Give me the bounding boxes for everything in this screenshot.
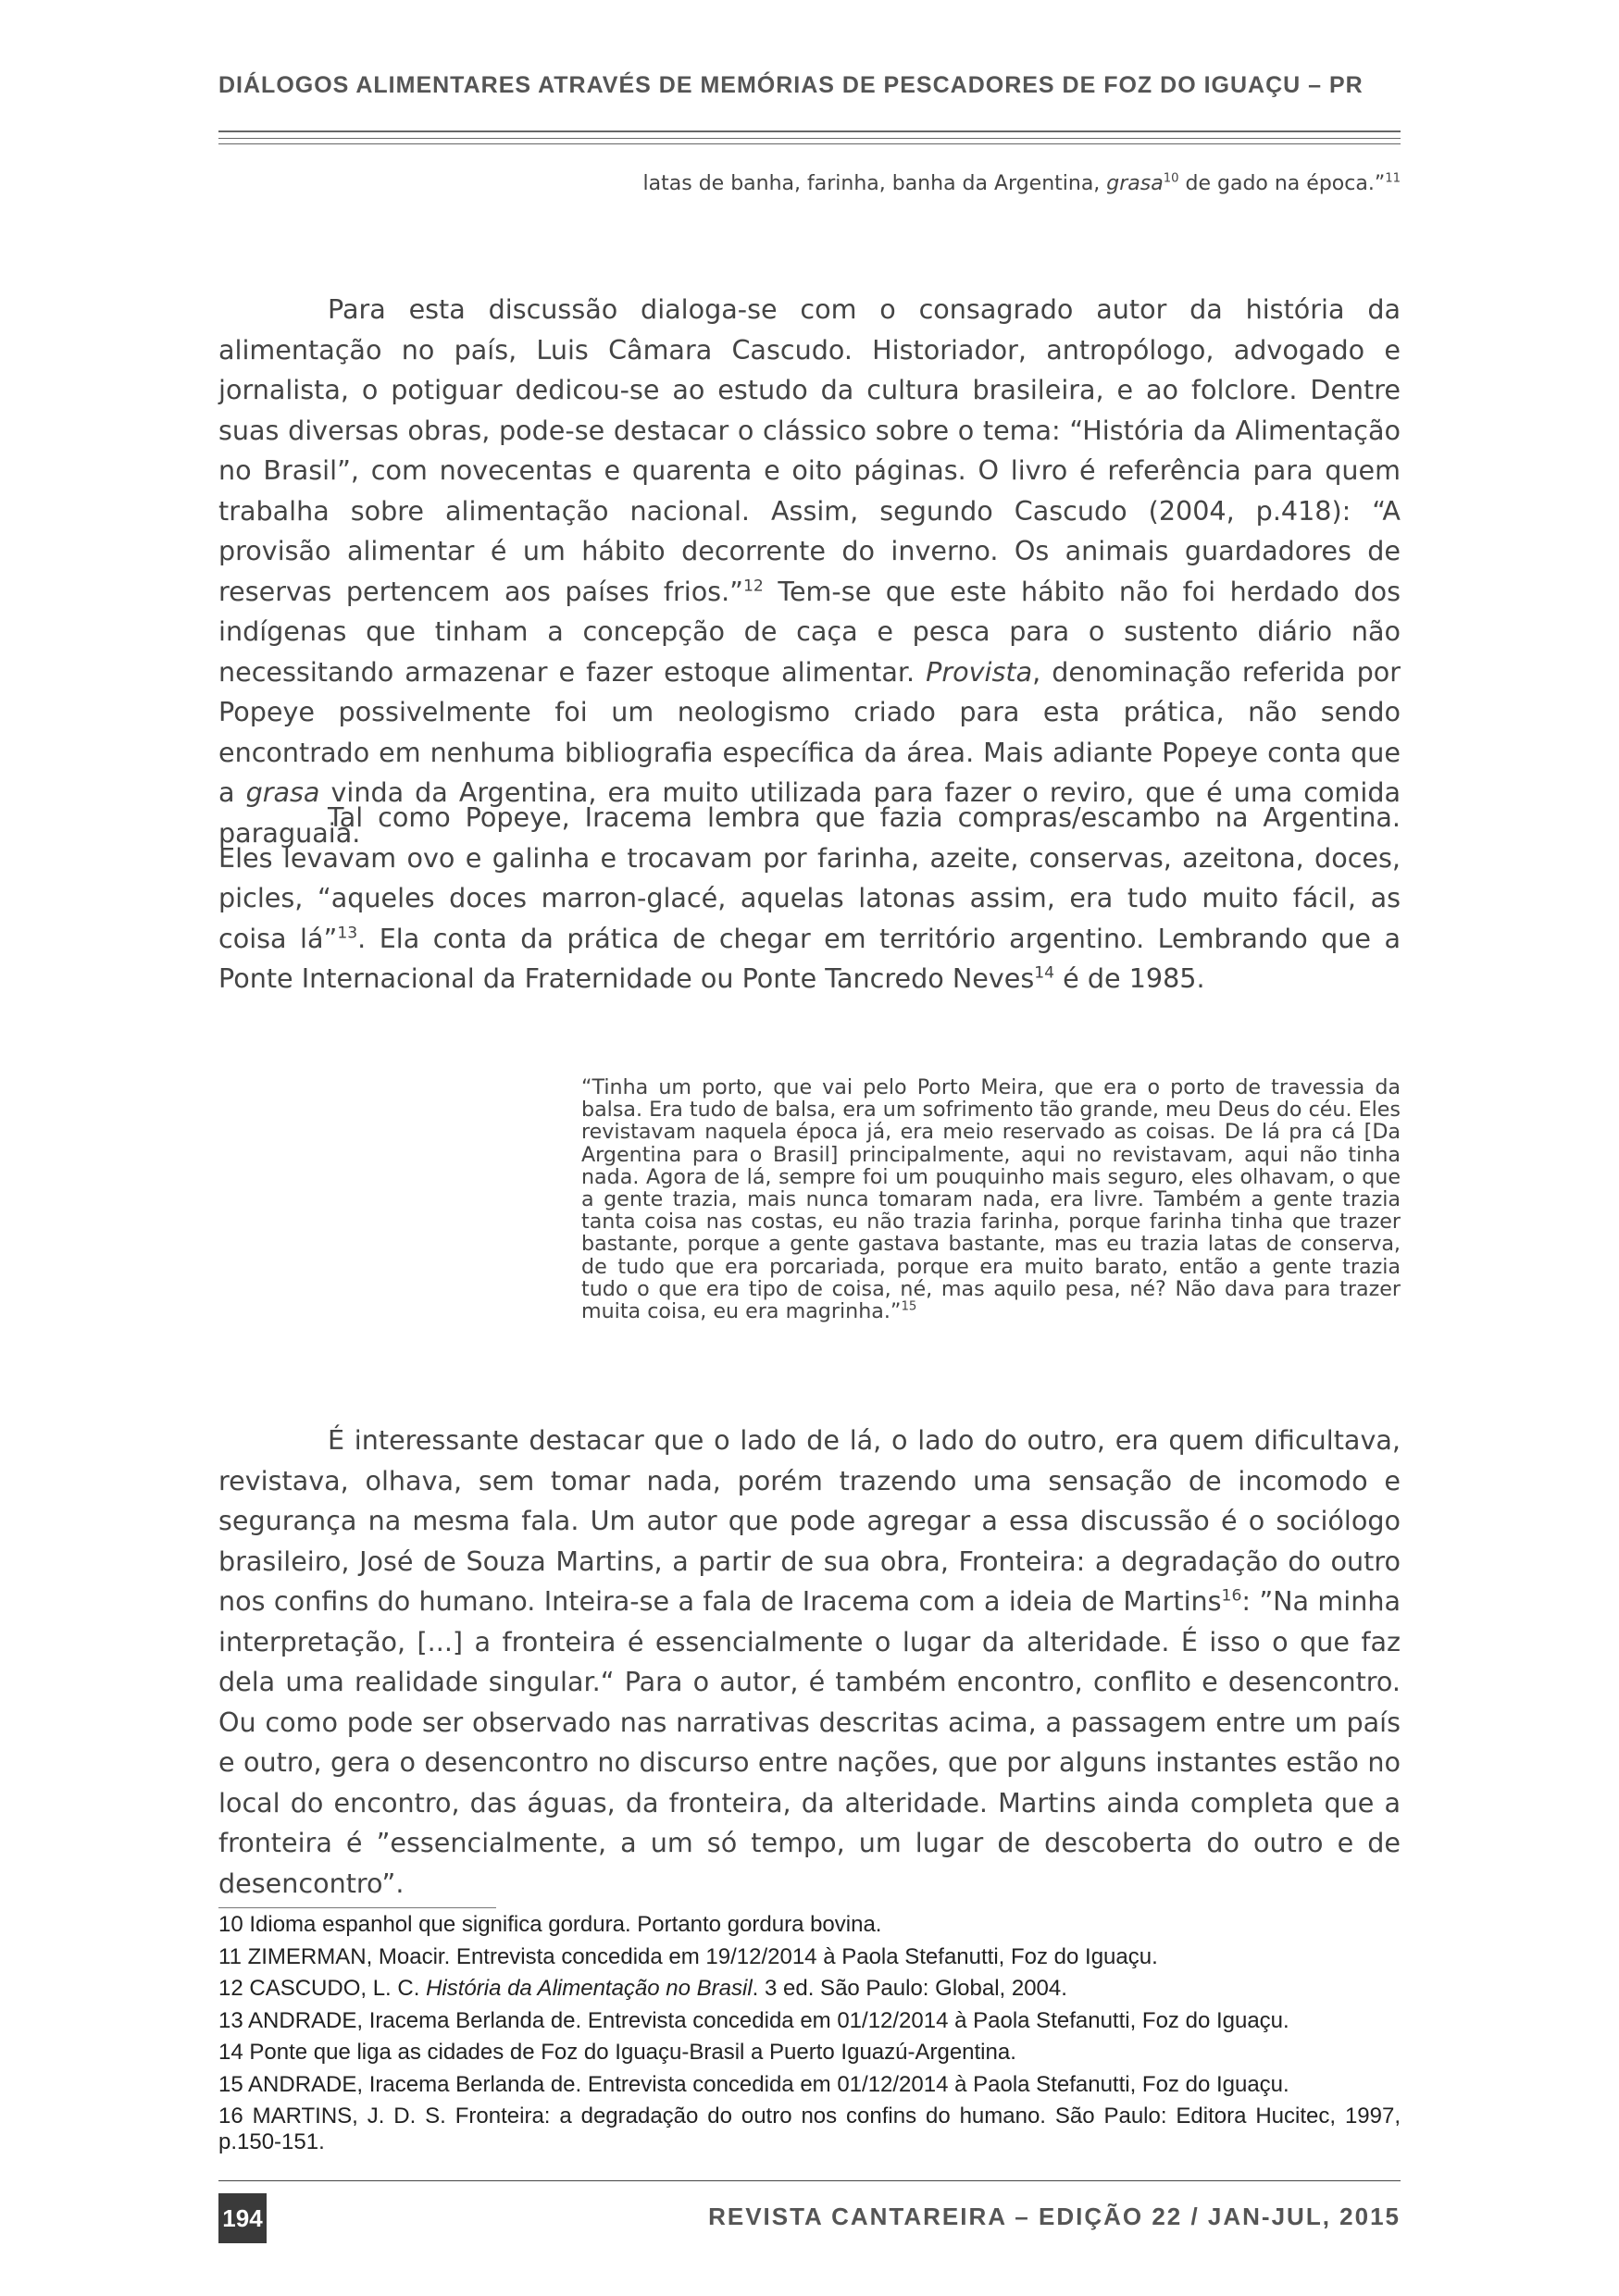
footnote-item: [218, 1976, 1401, 2002]
header-rule: [218, 143, 1401, 144]
paragraph-text: É interessante destacar que o lado de lá, o lado do outro, era quem dificultava, revistava, olhava, sem tomar nada, porém trazendo uma sensação de incomodo e segurança na mesma fala. Um autor que pode agregar a essa discussão é o sociólogo brasileiro, José de Souza Martins, a partir de sua obra, Fronteira: a degradação do outro nos confins do humano. Inteira-se a fala de Iracema com a ideia de Martins: [218, 1424, 1401, 1617]
paragraph-text: : ”Na minha interpretação, [...] a fronteira é essencialmente o lugar da alteridade. É isso o que faz dela uma realidade singular.“ Para o autor, é também encontro, conflito e desencontro. Ou como pode ser observado nas narrativas descritas acima, a passagem entre um país e outro, gera o desencontro no discurso entre nações, que por alguns instantes estão no local do encontro, das águas, da fronteira, da alteridade. Martins ainda completa que a fronteira é ”essencialmente, a um só tempo, um lugar de descoberta do outro e de desencontro”.: [218, 1585, 1401, 1899]
footnotes-list: [218, 1912, 1401, 2162]
page-number: 194: [218, 2193, 267, 2243]
paragraph-text: Para esta discussão dialoga-se com o consagrado autor da história da alimentação no país, Luis Câmara Cascudo. Historiador, antropólogo, advogado e jornalista, o potiguar dedicou-se ao estudo da cultura brasileira, e ao folclore. Dentre suas diversas obras, pode-se destacar o clássico sobre o tema: “História da Alimentação no Brasil”, com novecentas e quarenta e oito páginas. O livro é referência para quem trabalha sobre alimentação nacional. Assim, segundo Cascudo (2004, p.418): “A provisão alimentar é um hábito decorrente do inverno. Os animais guardadores de reservas pertencem aos países frios.”: [218, 293, 1401, 607]
quote-text: “Tinha um porto, que vai pelo Porto Meira, que era o porto de travessia da balsa. Era tudo de balsa, era um sofrimento tão grande, meu Deus do céu. Eles revistavam naquela época já, era meio reservado as coisas. De lá pra cá [Da Argentina para o Brasil] principalmente, aqui no revistavam, aqui não tinha nada. Agora de lá, sempre foi um pouquinho mais seguro, eles olhavam, o que a gente trazia, mais nunca tomaram nada, era livre. Também a gente trazia tanta coisa nas costas, eu não trazia farinha, porque farinha tinha que trazer bastante, porque a gente gastava bastante, mas eu trazia latas de conserva, de tudo que era porcariada, porque era muito barato, então a gente trazia tudo o que era tipo de coisa, né, mas aquilo pesa, né? Não dava para trazer muita coisa, eu era magrinha.”: [581, 1075, 1401, 1324]
paragraph-text: Tal como Popeye, Iracema lembra que fazia compras/escambo na Argentina. Eles levavam ovo e galinha e trocavam por farinha, azeite, conservas, azeitona, doces, picles, “aqueles doces marron-glacé, aquelas latonas assim, era tudo muito fácil, as coisa lá”: [218, 801, 1401, 954]
footnote-item: 11 ZIMERMAN, Moacir. Entrevista concedida em 19/12/2014 à Paola Stefanutti, Foz do Iguaçu.: [218, 1943, 1158, 1969]
footnote-item: 16 MARTINS, J. D. S. Fronteira: a degradação do outro nos confins do humano. São Paulo: Editora Hucitec, 1997, p.150-151.: [218, 2104, 1401, 2154]
footnote-item: 10 Idioma espanhol que significa gordura. Portanto gordura bovina.: [218, 1912, 882, 1937]
footer-rule: [218, 2180, 1401, 2181]
footnote-ref[interactable]: 11: [1385, 171, 1401, 186]
journal-footer: REVISTA CANTAREIRA – EDIÇÃO 22 / JAN-JUL, 2015: [708, 2203, 1401, 2230]
paragraph-iracema: [218, 798, 1401, 999]
footnote-item: 14 Ponte que liga as cidades de Foz do Iguaçu-Brasil a Puerto Iguazú-Argentina.: [218, 2040, 1016, 2065]
block-quote: [581, 1076, 1401, 1322]
footnote-ref[interactable]: 15: [901, 1299, 917, 1314]
running-header: DIÁLOGOS ALIMENTARES ATRAVÉS DE MEMÓRIAS DE PESCADORES DE FOZ DO IGUAÇU – PR: [218, 72, 1364, 98]
paragraph-martins: [218, 1421, 1401, 1904]
footnote-ref[interactable]: 13: [337, 923, 358, 942]
quote-text: de gado na época.”: [1178, 172, 1386, 195]
footnote-text: . 3 ed. São Paulo: Global, 2004.: [752, 1976, 1067, 2001]
paragraph-text: vinda da Argentina, era muito utilizada para fazer o reviro, que é uma comida paraguaia.: [218, 776, 1401, 849]
italic-term: Provista: [926, 655, 1033, 688]
footnote-ref[interactable]: 14: [1034, 963, 1055, 983]
footnote-ref[interactable]: 12: [742, 576, 764, 595]
footnote-text: 12 CASCUDO, L. C.: [218, 1976, 427, 2001]
quote-text: latas de banha, farinha, banha da Argentina,: [642, 172, 1107, 195]
paragraph-text: , denominação referida por Popeye possivelmente foi um neologismo criado para esta prática, não sendo encontrado em nenhuma bibliografia específica da área. Mais adiante Popeye conta que a: [218, 655, 1401, 808]
header-rule: [218, 138, 1401, 139]
italic-term: grasa: [1106, 172, 1164, 195]
footnote-item: 13 ANDRADE, Iracema Berlanda de. Entrevista concedida em 01/12/2014 à Paola Stefanutti, Foz do Iguaçu.: [218, 2007, 1289, 2033]
header-rule: [218, 130, 1401, 132]
book-title: História da Alimentação no Brasil: [426, 1976, 753, 2001]
paragraph-text: Tem-se que este hábito não foi herdado dos indígenas que tinham a concepção de caça e pesca para o sustento diário não necessitando armazenar e fazer estoque alimentar.: [218, 575, 1401, 688]
footnote-ref[interactable]: 16: [1221, 1586, 1242, 1606]
paragraph-cascudo: [218, 290, 1401, 853]
footnote-separator: [218, 1907, 496, 1908]
footnote-item: 15 ANDRADE, Iracema Berlanda de. Entrevista concedida em 01/12/2014 à Paola Stefanutti, Foz do Iguaçu.: [218, 2071, 1289, 2097]
paragraph-text: é de 1985.: [1054, 962, 1205, 994]
footnote-ref[interactable]: 10: [1163, 171, 1179, 186]
italic-term: grasa: [245, 776, 320, 808]
paragraph-text: . Ela conta da prática de chegar em território argentino. Lembrando que a Ponte Internacional da Fraternidade ou Ponte Tancredo Neves: [218, 922, 1401, 994]
quote-continuation: [643, 172, 1401, 195]
